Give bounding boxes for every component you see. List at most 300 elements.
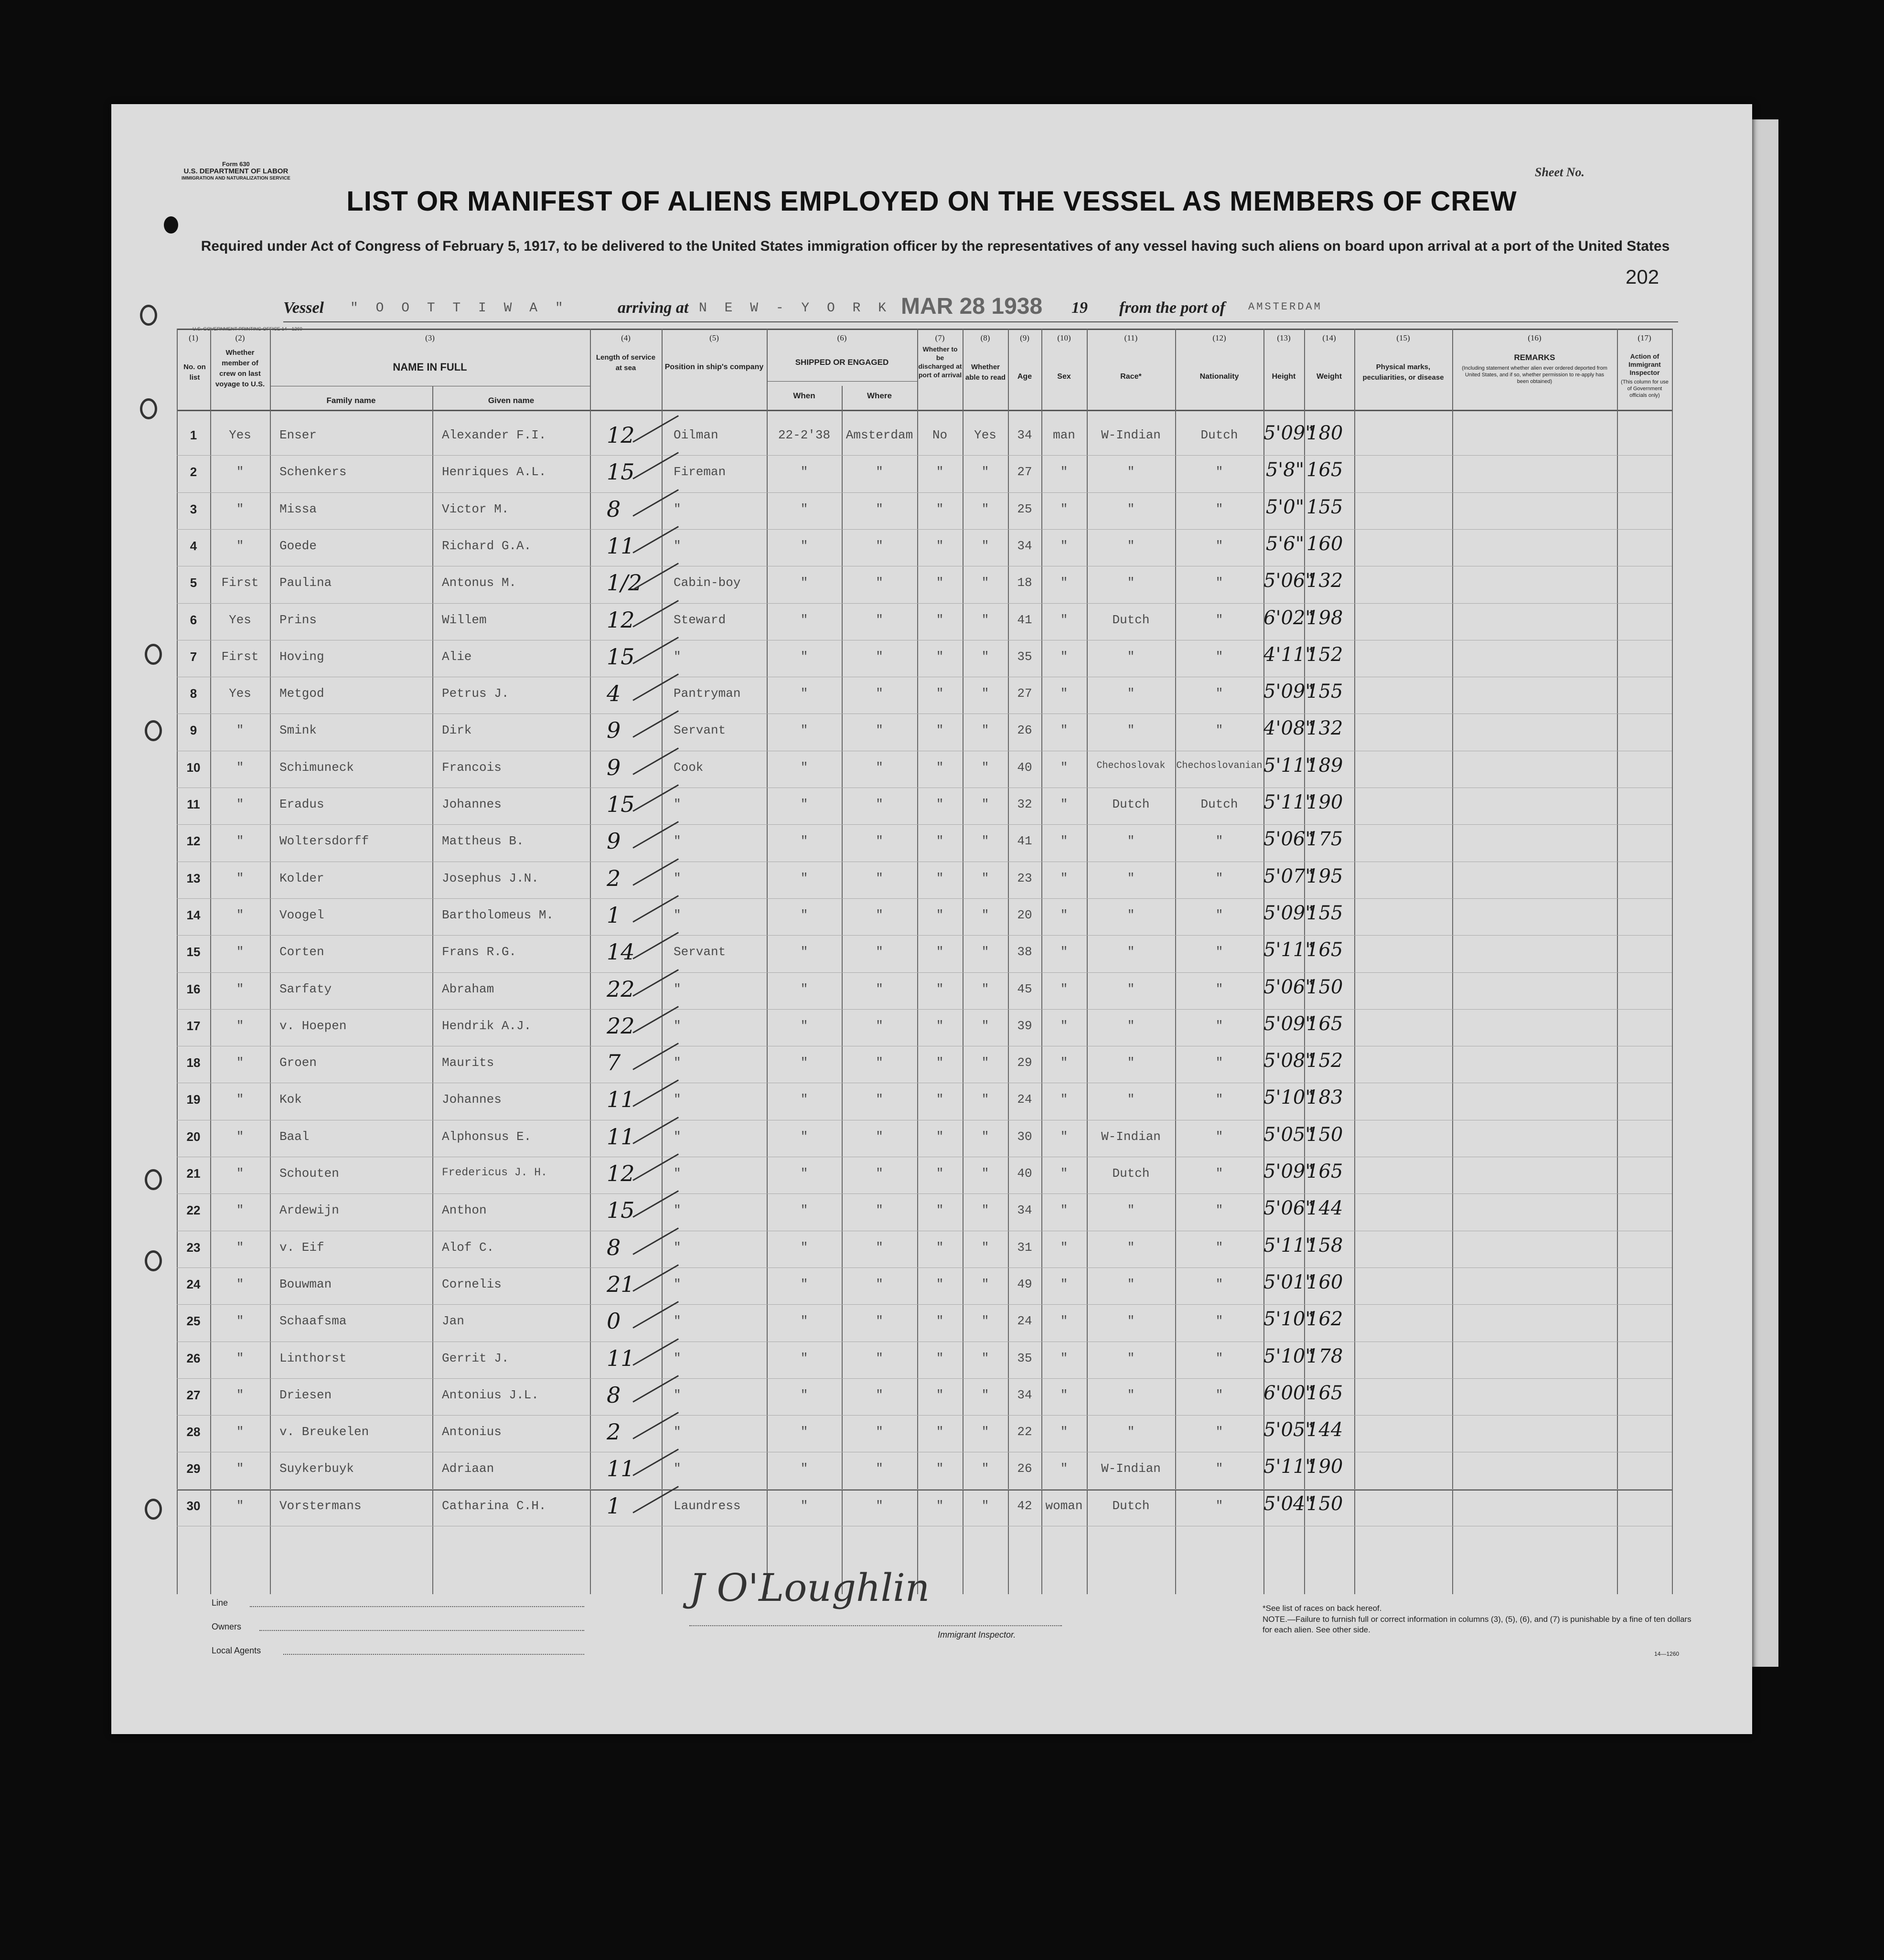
cell-where: " [876,1018,883,1033]
cell-age: 40 [1017,1166,1032,1181]
cell-read: " [981,1203,989,1218]
header-nationality: Nationality [1199,373,1239,381]
cell-sex: " [1060,1092,1068,1107]
action-note: (This column for use of Government officials only) [1621,379,1669,398]
cell-race: " [1127,1351,1135,1365]
cell-no: 25 [186,1314,201,1329]
cell-race: " [1127,1092,1135,1107]
cell-family: Corten [279,945,324,959]
cell-weight: 190 [1306,791,1343,813]
cell-discharge: " [936,1055,944,1070]
cell-where: " [876,871,883,885]
cell-given: Alof C. [442,1240,494,1255]
cell-no: 21 [186,1166,201,1181]
cell-nat: " [1215,1461,1223,1476]
table-row [177,935,1672,972]
cell-no: 3 [190,501,197,516]
cell-last: " [236,1461,244,1476]
cell-height: 5'11" [1263,939,1314,961]
cell-where: " [876,501,883,516]
cell-age: 18 [1017,575,1032,590]
cell-family: Hoving [279,649,324,664]
cell-given: Abraham [442,981,494,996]
cell-where: " [876,907,883,922]
cell-position: " [674,1203,681,1218]
cell-race: " [1127,1277,1135,1291]
cell-last: " [236,465,244,479]
cell-age: 41 [1017,612,1032,627]
cell-nat: " [1215,1166,1223,1181]
binder-hole [164,216,178,234]
cell-where: " [876,760,883,775]
cell-service: 11 [607,1456,635,1482]
cell-where: " [876,1055,883,1070]
cell-position: " [674,871,681,885]
cell-when: " [800,501,808,516]
cell-discharge: " [936,797,944,811]
cell-service: 21 [607,1271,635,1297]
cell-read: " [981,1092,989,1107]
cell-read: " [981,1055,989,1070]
remarks-note: (Including statement whether alien ever ordered deported from United States, and if so, whether permission to re-apply has been obtained) [1462,365,1607,384]
cell-when: " [800,797,808,811]
penalty-note: NOTE.—Failure to furnish full or correct information in columns (3), (5), (6), and (7) is punishable by a fine of ten dollars for each alien. See other side. [1263,1615,1691,1634]
cell-family: Driesen [279,1387,332,1402]
cell-weight: 165 [1306,1161,1343,1182]
binder-ring [140,398,157,419]
cell-race: " [1127,1425,1135,1439]
cell-no: 13 [186,871,201,885]
cell-race: " [1127,1203,1135,1218]
header-weight: Weight [1316,373,1342,381]
local-agents-label: Local Agents [212,1646,261,1655]
cell-position: Pantryman [674,686,741,701]
table-row [177,898,1672,935]
cell-last: " [236,945,244,959]
cell-nat: Dutch [1200,428,1238,442]
cell-nat: " [1215,1018,1223,1033]
cell-race: W-Indian [1101,428,1161,442]
inspector-signature: J O'Loughlin [689,1566,930,1610]
table-row [177,1342,1672,1378]
page-title: LIST OR MANIFEST OF ALIENS EMPLOYED ON THE VESSEL AS MEMBERS OF CREW [346,186,1517,217]
cell-last: " [236,760,244,775]
cell-weight: 132 [1306,570,1343,592]
binder-ring [145,1169,162,1190]
cell-service: 8 [607,496,621,522]
cell-given: Frans R.G. [442,945,517,959]
header-where: Where [867,391,892,400]
cell-weight: 165 [1306,1012,1343,1035]
cell-sex: " [1060,1314,1068,1329]
col-num-11: (11) [1124,333,1138,342]
cell-height: 5'07" [1263,865,1314,887]
cell-position: Cook [674,760,704,775]
cell-read: " [981,1461,989,1476]
cell-age: 27 [1017,686,1032,701]
cell-service: 12 [607,422,635,448]
cell-last: " [236,797,244,811]
cell-given: Alexander F.I. [442,428,546,442]
cell-discharge: " [936,1018,944,1033]
cell-height: 5'06" [1263,1197,1314,1220]
header-able-to-read: Whether able to read [965,363,1006,382]
cell-position: " [674,1129,681,1144]
cell-nat: " [1215,1387,1223,1402]
cell-discharge: " [936,612,944,627]
cell-nat: " [1215,945,1223,959]
cell-read: " [981,1129,989,1144]
col-num-6: (6) [837,333,847,342]
header-no-on-list: No. on list [183,363,206,382]
cell-given: Adriaan [442,1461,494,1476]
binder-ring [145,1250,162,1271]
manifest-table [177,329,1672,1594]
cell-when: " [800,1387,808,1402]
cell-sex: " [1060,797,1068,811]
cell-service: 11 [607,1123,635,1150]
cell-service: 9 [607,828,621,854]
cell-given: Catharina C.H. [442,1498,546,1513]
cell-given: Petrus J. [442,686,509,701]
table-row [177,492,1672,529]
cell-position: " [674,1387,681,1402]
cell-age: 29 [1017,1055,1032,1070]
cell-age: 27 [1017,465,1032,479]
cell-last: Yes [229,612,251,627]
cell-last: " [236,1425,244,1439]
cell-given: Bartholomeus M. [442,907,554,922]
cell-sex: " [1060,945,1068,959]
cell-family: Sarfaty [279,981,332,996]
column-rule [1672,329,1673,1594]
cell-discharge: " [936,686,944,701]
cell-where: " [876,1314,883,1329]
cell-family: Vorstermans [279,1498,362,1513]
cell-position: Servant [674,945,726,959]
cell-position: Laundress [674,1498,741,1513]
cell-discharge: " [936,871,944,885]
cell-weight: 165 [1306,459,1343,481]
cell-height: 5'05" [1263,1419,1314,1441]
cell-when: " [800,981,808,996]
cell-age: 35 [1017,649,1032,664]
cell-family: Eradus [279,797,324,811]
cell-discharge: " [936,1351,944,1365]
cell-no: 1 [190,428,197,442]
cell-where: " [876,1166,883,1181]
table-row [177,1120,1672,1157]
cell-sex: " [1060,686,1068,701]
cell-given: Richard G.A. [442,538,532,553]
cell-where: " [876,1092,883,1107]
page-number: 202 [1626,266,1659,288]
cell-discharge: " [936,1425,944,1439]
cell-read: " [981,797,989,811]
cell-read: " [981,501,989,516]
table-row [177,1046,1672,1083]
table-row [177,1157,1672,1193]
cell-when: " [800,1240,808,1255]
cell-sex: " [1060,465,1068,479]
header-sex: Sex [1057,373,1071,381]
table-row [177,788,1672,824]
cell-when: " [800,1314,808,1329]
cell-nat: " [1215,1314,1223,1329]
cell-race: Chechoslovak [1096,760,1166,771]
cell-no: 20 [186,1129,201,1144]
cell-no: 8 [190,686,197,701]
cell-age: 25 [1017,501,1032,516]
cell-nat: " [1215,501,1223,516]
cell-discharge: " [936,723,944,738]
header-race: Race* [1120,373,1142,381]
cell-height: 5'09" [1263,902,1314,924]
cell-family: Groen [279,1055,317,1070]
cell-age: 24 [1017,1314,1032,1329]
cell-height: 5'06" [1263,570,1314,592]
cell-nat: Chechoslovanian [1176,760,1263,771]
cell-nat: " [1215,871,1223,885]
cell-weight: 175 [1306,828,1343,851]
cell-sex: " [1060,612,1068,627]
cell-last: " [236,1498,244,1513]
arriving-port: N E W - Y O R K [699,301,891,316]
cell-sex: " [1060,1166,1068,1181]
col-num-10: (10) [1057,333,1071,342]
header-given-name: Given name [488,396,535,405]
cell-position: Fireman [674,465,726,479]
table-row [177,1452,1672,1489]
cell-no: 16 [186,981,201,996]
cell-weight: 160 [1306,1271,1343,1293]
cell-given: Antonus M. [442,575,517,590]
cell-read: " [981,465,989,479]
cell-age: 39 [1017,1018,1032,1033]
cell-service: 22 [607,976,635,1002]
cell-weight: 160 [1306,533,1343,555]
cell-weight: 155 [1306,902,1343,924]
cell-last: " [236,1055,244,1070]
cell-position: " [674,834,681,849]
cell-position: " [674,981,681,996]
cell-service: 1 [607,902,621,928]
cell-read: Yes [974,428,996,442]
cell-no: 7 [190,649,197,664]
form-code: 14—1260 [1654,1651,1680,1657]
cell-where: " [876,981,883,996]
cell-discharge: " [936,1240,944,1255]
table-row [177,677,1672,714]
cell-sex: " [1060,1351,1068,1365]
cell-when: " [800,1092,808,1107]
cell-read: " [981,1018,989,1033]
cell-discharge: " [936,1498,944,1513]
table-row [177,1304,1672,1341]
cell-where: " [876,1203,883,1218]
cell-when: " [800,723,808,738]
shipped-subheader-rule [767,381,917,382]
cell-given: Alie [442,649,472,664]
cell-sex: " [1060,538,1068,553]
cell-family: Enser [279,428,317,442]
cell-service: 0 [607,1308,621,1334]
cell-nat: " [1215,575,1223,590]
cell-nat: " [1215,907,1223,922]
cell-discharge: " [936,501,944,516]
cell-read: " [981,871,989,885]
cell-race: " [1127,1018,1135,1033]
cell-service: 2 [607,1419,621,1445]
cell-when: " [800,1498,808,1513]
cell-service: 11 [607,1087,635,1113]
cell-height: 5'05" [1263,1123,1314,1146]
cell-discharge: " [936,834,944,849]
cell-weight: 150 [1306,1492,1343,1515]
cell-family: Schimuneck [279,760,354,775]
cell-where: " [876,1461,883,1476]
table-row [177,1378,1672,1415]
cell-family: Missa [279,501,317,516]
header-when: When [793,391,815,400]
cell-position: " [674,501,681,516]
cell-family: Schaafsma [279,1314,347,1329]
cell-last: " [236,1018,244,1033]
cell-discharge: " [936,1387,944,1402]
cell-position: " [674,1461,681,1476]
cell-family: Prins [279,612,317,627]
cell-when: " [800,1166,808,1181]
cell-where: Amsterdam [846,428,913,442]
cell-last: " [236,1092,244,1107]
cell-where: " [876,1498,883,1513]
cell-read: " [981,686,989,701]
table-row [177,1231,1672,1268]
table-row [177,603,1672,640]
cell-weight: 144 [1306,1419,1343,1441]
cell-discharge: " [936,1203,944,1218]
cell-nat: " [1215,1498,1223,1513]
cell-service: 9 [607,717,621,744]
cell-race: " [1127,1387,1135,1402]
cell-when: " [800,1203,808,1218]
cell-age: 26 [1017,1461,1032,1476]
cell-age: 24 [1017,1092,1032,1107]
cell-when: " [800,1055,808,1070]
table-row [177,455,1672,492]
cell-age: 35 [1017,1351,1032,1365]
table-row [177,640,1672,677]
cell-nat: " [1215,1203,1223,1218]
cell-age: 38 [1017,945,1032,959]
cell-no: 24 [186,1277,201,1291]
cell-where: " [876,1351,883,1365]
cell-weight: 155 [1306,496,1343,518]
cell-race: Dutch [1112,797,1150,811]
cell-last: " [236,1240,244,1255]
cell-height: 5'06" [1263,828,1314,851]
col-num-1: (1) [189,333,198,342]
cell-age: 31 [1017,1240,1032,1255]
cell-nat: " [1215,1055,1223,1070]
cell-no: 29 [186,1461,201,1476]
cell-family: Paulina [279,575,332,590]
cell-where: " [876,612,883,627]
cell-discharge: " [936,1092,944,1107]
table-row [177,1268,1672,1304]
col-num-14: (14) [1322,333,1336,342]
cell-service: 9 [607,754,621,780]
cell-sex: " [1060,907,1068,922]
cell-when: " [800,871,808,885]
cell-nat: Dutch [1200,797,1238,811]
cell-when: " [800,907,808,922]
cell-read: " [981,612,989,627]
cell-nat: " [1215,1351,1223,1365]
vessel-line-rule [283,321,1678,322]
cell-height: 5'08" [1263,1050,1314,1072]
cell-no: 10 [186,760,201,775]
cell-when: " [800,538,808,553]
cell-last: " [236,834,244,849]
cell-service: 15 [607,791,635,817]
cell-family: Smink [279,723,317,738]
paper-underlay [1752,119,1778,1667]
cell-position: " [674,1018,681,1033]
cell-nat: " [1215,981,1223,996]
header-bottom-rule [177,410,1672,411]
cell-position: Servant [674,723,726,738]
cell-service: 15 [607,459,635,485]
cell-height: 6'00" [1263,1382,1314,1404]
cell-last: " [236,501,244,516]
col-num-12: (12) [1212,333,1226,342]
table-row [177,751,1672,788]
cell-race: " [1127,1240,1135,1255]
cell-height: 5'6" [1265,533,1305,555]
cell-last: " [236,907,244,922]
cell-race: " [1127,501,1135,516]
agents-field-rule [283,1654,584,1655]
cell-family: Baal [279,1129,310,1144]
cell-read: " [981,1351,989,1365]
cell-given: Mattheus B. [442,834,524,849]
col-num-2: (2) [235,333,245,342]
cell-given: Victor M. [442,501,509,516]
cell-height: 4'08" [1263,717,1314,740]
owners-field-rule [259,1630,584,1631]
vessel-name: " O O T T I W A " [350,301,568,316]
cell-where: " [876,649,883,664]
cell-height: 5'09" [1263,1012,1314,1035]
cell-no: 9 [190,723,197,738]
cell-sex: man [1053,428,1075,442]
cell-position: " [674,1055,681,1070]
cell-where: " [876,834,883,849]
cell-family: Woltersdorff [279,834,369,849]
cell-age: 34 [1017,1387,1032,1402]
table-row [177,1489,1672,1526]
cell-no: 11 [187,797,200,811]
cell-race: " [1127,723,1135,738]
cell-family: v. Eif [279,1240,324,1255]
cell-where: " [876,797,883,811]
col-num-5: (5) [709,333,719,342]
cell-when: 22-2'38 [778,428,831,442]
cell-when: " [800,1461,808,1476]
cell-age: 41 [1017,834,1032,849]
cell-race: W-Indian [1101,1129,1161,1144]
